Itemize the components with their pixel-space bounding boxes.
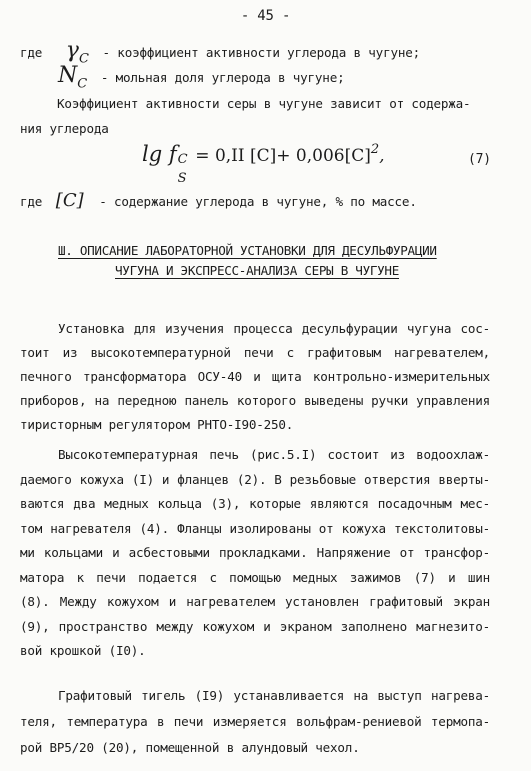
sulfur-line-1: Коэффициент активности серы в чугуне зависит от содержа- [57, 96, 471, 111]
where-prefix: где [20, 194, 43, 209]
gamma-symbol: $\gamma_C$ [65, 38, 89, 67]
where-line [20, 190, 417, 211]
formula-lhs: lg f [142, 142, 177, 166]
p3-line: теля, температура в печи измеряется вольфрам-рениевой термопа- [20, 714, 490, 729]
section-heading-line-2: ЧУГУНА И ЭКСПРЕСС-АНАЛИЗА СЕРЫ В ЧУГУНЕ [115, 263, 400, 278]
paragraph-1 [20, 317, 490, 437]
p2-line: (9), пространство между кожухом и экраном заполнено магнезито- [20, 618, 490, 634]
paragraph-3 [20, 683, 490, 761]
p1-line: печного трансформатора ОСУ-40 и щита контрольно-измерительных [20, 369, 490, 384]
definition-prefix: где [20, 45, 43, 60]
p2-line: матора к печи подается с помощью медных зажимов (7) и шин [20, 569, 490, 585]
carbon-bracket-symbol: [C] [55, 190, 84, 211]
p2-line: Высокотемпературная печь (рис.5.I) состоит из водоохлаж- [58, 447, 490, 462]
p2-line: (8). Между кожухом и нагревателем установлен графитовый экран [20, 594, 490, 609]
p2-line: том нагревателя (4). Фланцы изолированы от кожуха текстолитовы- [20, 520, 490, 536]
definition-text: - коэффициент активности углерода в чугуне; [102, 45, 420, 60]
p1-line: приборов, на передною панель которого выведены ручки управления [20, 393, 490, 408]
p1-line: тиристорным регулятором РНТО-I90-250. [20, 417, 294, 432]
formula-power: 2 [370, 142, 380, 157]
p2-line: ми кольцами и асбестовыми прокладками. Напряжение от трансфор- [20, 545, 490, 560]
p2-line: вой крошкой (I0). [20, 643, 146, 658]
formula-sup: C [177, 152, 188, 167]
page-number: - 45 - [240, 8, 291, 24]
paragraph-2 [20, 443, 490, 664]
p2-line: даемого кожуха (I) и фланцев (2). В резьбовые отверстия вверты- [20, 471, 490, 487]
formula-rhs: = 0,II [C]+ 0,006[C] [195, 146, 371, 166]
sulfur-line-2: ния углерода [20, 121, 109, 136]
definition-text: - мольная доля углерода в чугуне; [100, 70, 345, 85]
p3-line: Графитовый тигель (I9) устанавливается на выступ нагрева- [58, 688, 490, 703]
p2-line: ваются два медных кольца (3), которые являются посадочным мес- [20, 496, 490, 511]
formula [142, 142, 385, 186]
definition-n [58, 63, 344, 91]
formula-comma: , [379, 146, 385, 166]
formula-number: (7) [468, 152, 491, 167]
section-heading-line-1: Ш. ОПИСАНИЕ ЛАБОРАТОРНОЙ УСТАНОВКИ ДЛЯ ДЕСУЛЬФУРАЦИИ [58, 243, 437, 258]
p1-line: тоит из высокотемпературной печи с графитовым нагревателем, [20, 345, 490, 360]
n-symbol: $N_C$ [58, 63, 88, 92]
where-text: - содержание углерода в чугуне, % по массе. [99, 194, 417, 209]
p1-line: Установка для изучения процесса десульфурации чугуна сос- [58, 321, 490, 336]
p3-line: рой ВР5/20 (20), помещенной в алундовый чехол. [20, 740, 360, 755]
formula-sub: S [177, 171, 187, 186]
